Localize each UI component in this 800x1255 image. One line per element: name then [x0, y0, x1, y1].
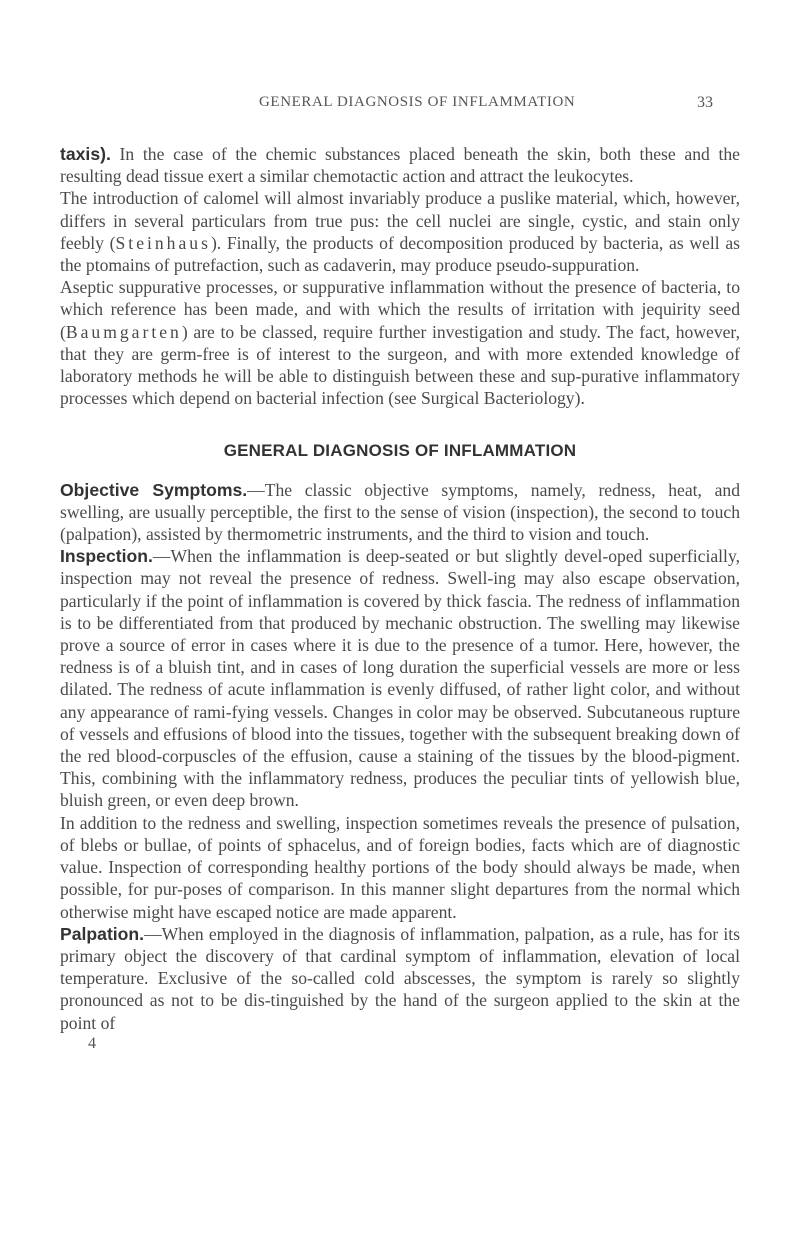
- page-body: [60, 143, 740, 1034]
- paragraph-text: Aseptic suppurative processes, or suppurative inflammation without the presence of bacteria, to which reference has been made, and with which the results of irritation with jequirity seed (: [60, 277, 740, 342]
- paragraph: [60, 479, 740, 546]
- paragraph-text: The introduction of calomel will almost invariably produce a puslike material, which, however, differs in several particulars from true pus: the cell nuclei are single, cystic, and stain only feebly (: [60, 188, 740, 253]
- subsection-heading: Palpation.: [60, 923, 145, 944]
- author-citation: Baumgarten: [65, 321, 182, 342]
- paragraph-text: ). Finally, the products of decomposition produced by bacteria, as well as the ptomains of putrefaction, such as cadaverin, may produce pseudo-suppuration.: [60, 232, 740, 276]
- paragraph: [60, 143, 740, 187]
- subsection-heading: Objective Symptoms.: [60, 479, 248, 500]
- paragraph-text: In the case of the chemic substances placed beneath the skin, both these and the resulting dead tissue exert a similar chemotactic action and attract the leukocytes.: [60, 144, 740, 187]
- paragraph: [60, 276, 740, 409]
- page-number: 33: [697, 94, 713, 111]
- author-citation: Steinhaus: [115, 232, 211, 253]
- paragraph: [60, 812, 740, 923]
- paragraph-text: —When the inflammation is deep-seated or but slightly devel-oped superficially, inspection may not reveal the presence of redness. Swell-ing may also escape observation, particularly if the point of inflammation is covered by thick fascia. The redness of inflammation is to be differentiated from that produced by mechanic obstruction. The swelling may likewise prove a source of error in cases where it is due to the presence of a tumor. Here, however, the redness is of a bluish tint, and in cases of long duration the superficial vessels are more or less dilated. The redness of acute inflammation is evenly diffused, of rather light color, and without any appearance of rami-fying vessels. Changes in color may be observed. Subcutaneous rupture of vessels and effusions of blood into the tissues, together with the subsequent breaking down of the red blood-corpuscles of the effusion, cause a staining of the tissues by the blood-pigment. This, combining with the inflammatory redness, produces the peculiar tints of yellowish blue, bluish green, or even deep brown.: [60, 546, 740, 811]
- running-head: GENERAL DIAGNOSIS OF INFLAMMATION: [259, 94, 576, 110]
- paragraph-text: —The classic objective symptoms, namely, redness, heat, and swelling, are usually perceptible, the first to the sense of vision (inspection), the second to touch (palpation), assisted by thermometric instruments, and the third to vision and touch.: [60, 479, 740, 545]
- paragraph-text: —When employed in the diagnosis of inflammation, palpation, as a rule, has for its primary object the discovery of that cardinal symptom of inflammation, elevation of local temperature. Exclusive of the so-called cold abscesses, the symptom is rarely so slightly pronounced as not to be dis-tinguished by the hand of the surgeon applied to the skin at the point of: [60, 923, 740, 1033]
- continued-word: taxis).: [60, 144, 111, 164]
- paragraph: [60, 545, 740, 811]
- paragraph: [60, 187, 740, 276]
- paragraph-text: ) are to be classed, require further investigation and study. The fact, however, that they are germ-free is of interest to the surgeon, and with more extended knowledge of laboratory methods he will be able to distinguish between these and sup-purative inflammatory processes which depend on bacterial infection (see Surgical Bacteriology).: [60, 321, 740, 409]
- signature-mark: 4: [88, 1035, 96, 1052]
- paragraph: [60, 923, 740, 1034]
- paragraph-text: In addition to the redness and swelling, inspection sometimes reveals the presence of pulsation, of blebs or bullae, of points of sphacelus, and of foreign bodies, facts which are of diagnostic value. Inspection of corresponding healthy portions of the body should always be made, when possible, for pur-poses of comparison. In this manner slight departures from the normal which otherwise might have escaped notice are made apparent.: [60, 812, 740, 922]
- subsection-heading: Inspection.: [60, 546, 153, 567]
- section-title: GENERAL DIAGNOSIS OF INFLAMMATION: [223, 441, 577, 461]
